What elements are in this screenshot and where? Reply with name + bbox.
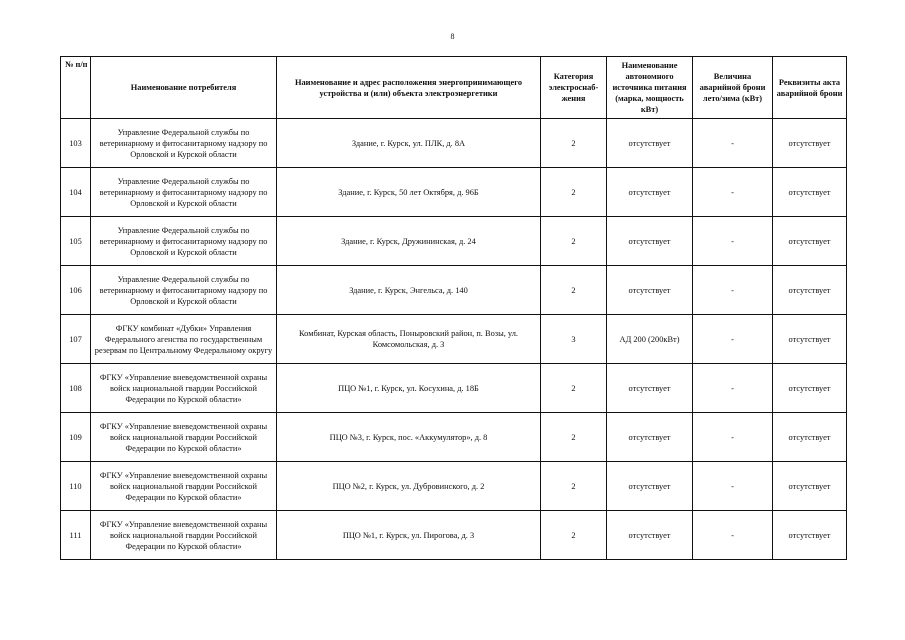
cell-address: ПЦО №1, г. Курск, ул. Пирогова, д. 3 xyxy=(277,511,541,560)
cell-number: 104 xyxy=(61,168,91,217)
header-emergency-reserve: Величина аварийной брони лето/зима (кВт) xyxy=(693,57,773,119)
cell-category: 2 xyxy=(541,511,607,560)
cell-act-details: отсутствует xyxy=(773,364,847,413)
cell-act-details: отсутствует xyxy=(773,462,847,511)
cell-power-source: отсутствует xyxy=(607,364,693,413)
cell-power-source: отсутствует xyxy=(607,413,693,462)
cell-power-source: отсутствует xyxy=(607,168,693,217)
cell-power-source: отсутствует xyxy=(607,511,693,560)
cell-consumer: Управление Федеральной службы по ветеринарному и фитосанитарному надзору по Орловской и Курской области xyxy=(91,168,277,217)
cell-category: 2 xyxy=(541,462,607,511)
cell-act-details: отсутствует xyxy=(773,511,847,560)
cell-act-details: отсутствует xyxy=(773,266,847,315)
cell-consumer: ФГКУ «Управление вневедомственной охраны войск национальной гвардии Российской Федерации по Курской области» xyxy=(91,364,277,413)
cell-power-source: отсутствует xyxy=(607,217,693,266)
cell-emergency-reserve: - xyxy=(693,413,773,462)
cell-consumer: Управление Федеральной службы по ветеринарному и фитосанитарному надзору по Орловской и Курской области xyxy=(91,119,277,168)
table-row xyxy=(61,217,847,266)
cell-emergency-reserve: - xyxy=(693,266,773,315)
cell-number: 109 xyxy=(61,413,91,462)
cell-category: 2 xyxy=(541,266,607,315)
table-row xyxy=(61,364,847,413)
table-row xyxy=(61,168,847,217)
table-row xyxy=(61,462,847,511)
table-row xyxy=(61,119,847,168)
cell-act-details: отсутствует xyxy=(773,168,847,217)
cell-number: 107 xyxy=(61,315,91,364)
cell-emergency-reserve: - xyxy=(693,511,773,560)
cell-address: Здание, г. Курск, ул. ПЛК, д. 8А xyxy=(277,119,541,168)
page-number: 8 xyxy=(450,32,455,41)
cell-emergency-reserve: - xyxy=(693,364,773,413)
cell-category: 2 xyxy=(541,119,607,168)
table-row xyxy=(61,413,847,462)
cell-emergency-reserve: - xyxy=(693,119,773,168)
table-row xyxy=(61,315,847,364)
cell-number: 103 xyxy=(61,119,91,168)
cell-address: ПЦО №2, г. Курск, ул. Дубровинского, д. 2 xyxy=(277,462,541,511)
consumers-table xyxy=(60,56,847,560)
cell-emergency-reserve: - xyxy=(693,462,773,511)
cell-address: Здание, г. Курск, Энгельса, д. 140 xyxy=(277,266,541,315)
table-row xyxy=(61,266,847,315)
cell-category: 2 xyxy=(541,217,607,266)
header-act-details: Реквизиты акта аварийной брони xyxy=(773,57,847,119)
cell-act-details: отсутствует xyxy=(773,119,847,168)
cell-number: 108 xyxy=(61,364,91,413)
cell-consumer: ФГКУ «Управление вневедомственной охраны войск национальной гвардии Российской Федерации по Курской области» xyxy=(91,413,277,462)
cell-number: 111 xyxy=(61,511,91,560)
cell-emergency-reserve: - xyxy=(693,315,773,364)
header-consumer: Наименование потребителя xyxy=(91,57,277,119)
cell-category: 2 xyxy=(541,413,607,462)
cell-address: ПЦО №3, г. Курск, пос. «Аккумулятор», д. 8 xyxy=(277,413,541,462)
table-header-row xyxy=(61,57,847,119)
cell-power-source: отсутствует xyxy=(607,119,693,168)
cell-consumer: Управление Федеральной службы по ветеринарному и фитосанитарному надзору по Орловской и Курской области xyxy=(91,266,277,315)
cell-number: 110 xyxy=(61,462,91,511)
cell-consumer: ФГКУ «Управление вневедомственной охраны войск национальной гвардии Российской Федерации по Курской области» xyxy=(91,511,277,560)
cell-act-details: отсутствует xyxy=(773,217,847,266)
cell-emergency-reserve: - xyxy=(693,168,773,217)
table-row xyxy=(61,511,847,560)
cell-emergency-reserve: - xyxy=(693,217,773,266)
header-category: Категория электроснаб-жения xyxy=(541,57,607,119)
cell-address: Здание, г. Курск, 50 лет Октября, д. 96Б xyxy=(277,168,541,217)
cell-number: 106 xyxy=(61,266,91,315)
cell-consumer: ФГКУ «Управление вневедомственной охраны войск национальной гвардии Российской Федерации по Курской области» xyxy=(91,462,277,511)
header-power-source: Наименование автономного источника питания (марка, мощность кВт) xyxy=(607,57,693,119)
cell-consumer: Управление Федеральной службы по ветеринарному и фитосанитарному надзору по Орловской и Курской области xyxy=(91,217,277,266)
cell-consumer: ФГКУ комбинат «Дубки» Управления Федерального агенства по государственным резервам по Центральному Федеральному округу xyxy=(91,315,277,364)
cell-category: 2 xyxy=(541,168,607,217)
header-address: Наименование и адрес расположения энергопринимающего устройства и (или) объекта электроэнергетики xyxy=(277,57,541,119)
cell-address: ПЦО №1, г. Курск, ул. Косухина, д. 18Б xyxy=(277,364,541,413)
cell-act-details: отсутствует xyxy=(773,315,847,364)
cell-power-source: АД 200 (200кВт) xyxy=(607,315,693,364)
cell-category: 3 xyxy=(541,315,607,364)
cell-address: Здание, г. Курск, Дружининская, д. 24 xyxy=(277,217,541,266)
cell-number: 105 xyxy=(61,217,91,266)
cell-power-source: отсутствует xyxy=(607,266,693,315)
cell-act-details: отсутствует xyxy=(773,413,847,462)
cell-power-source: отсутствует xyxy=(607,462,693,511)
cell-category: 2 xyxy=(541,364,607,413)
header-number: № п/п xyxy=(61,57,91,119)
cell-address: Комбинат, Курская область, Поныровский район, п. Возы, ул. Комсомольская, д. 3 xyxy=(277,315,541,364)
